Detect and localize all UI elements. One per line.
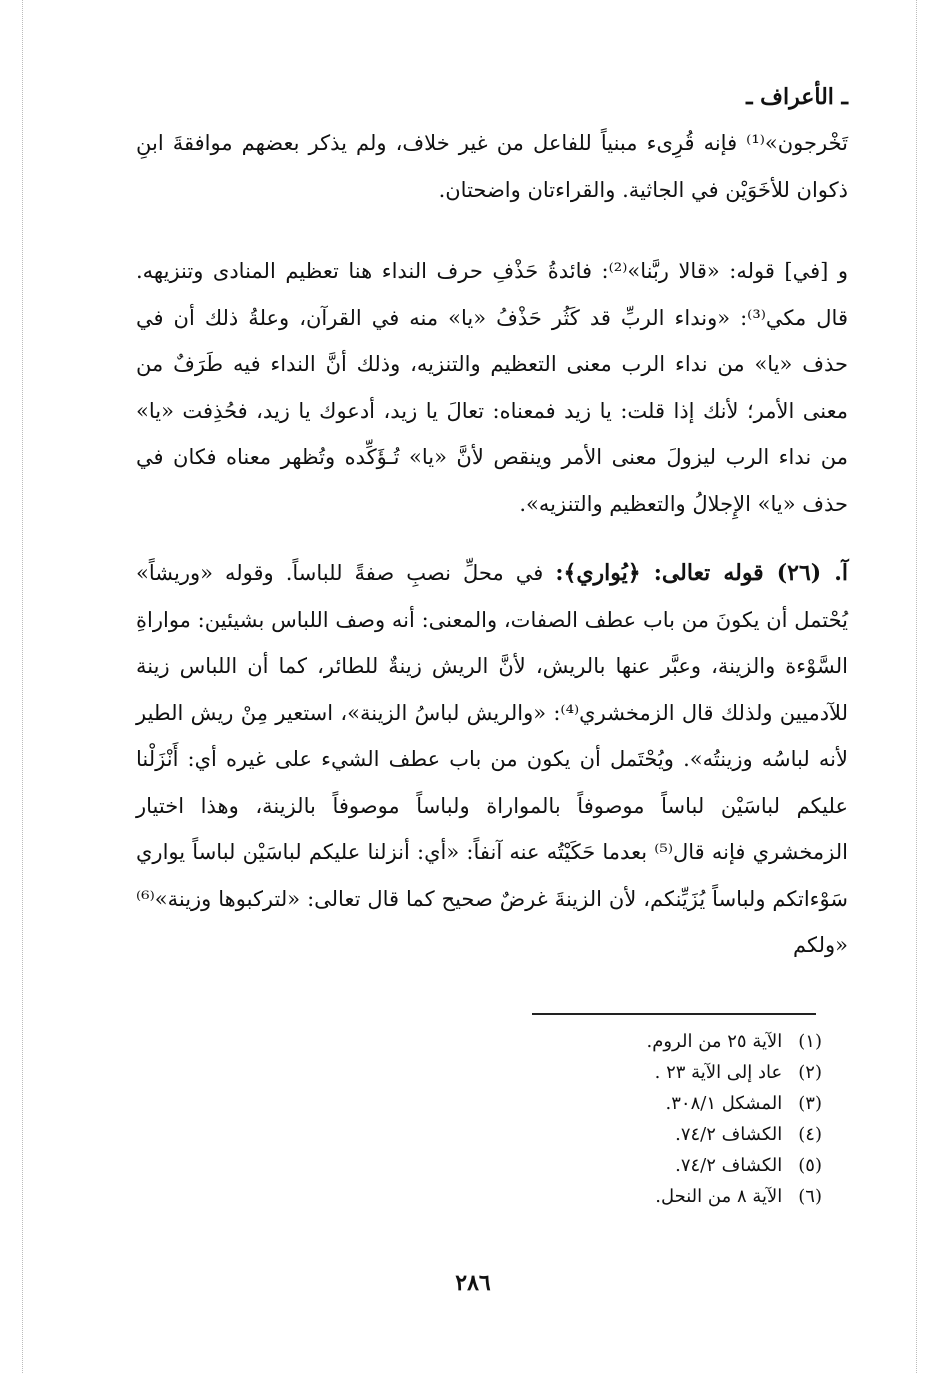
footnote-number: (٥)	[798, 1155, 822, 1176]
running-head: ـ الأعراف ـ	[746, 84, 848, 110]
footnote-number: (٤)	[798, 1124, 822, 1145]
paragraph-3	[136, 550, 848, 969]
footnote-number: (٦)	[798, 1186, 822, 1207]
footnote-number: (٢)	[798, 1062, 822, 1083]
paragraph-1-text: تَخْرجون»⁽¹⁾ فإنه قُرِىء مبنياً للفاعل من غير خلاف، ولم يذكر بعضهم موافقةَ ابنِ ذكوان للأخَوَيْن في الجاثية. والقراءتان واضحتان.	[136, 131, 848, 202]
footnote-item	[322, 1088, 822, 1119]
footnote-list	[322, 1026, 822, 1212]
footnote-text: عاد إلى الآية ٢٣ .	[654, 1062, 783, 1083]
footnote-item	[322, 1026, 822, 1057]
paragraph-2	[136, 248, 848, 527]
footnote-text: الآية ٢٥ من الروم.	[646, 1031, 783, 1052]
scan-edge-left	[22, 0, 23, 1373]
footnote-text: المشكل ٣٠٨/١.	[665, 1093, 783, 1114]
scan-edge-right	[916, 0, 917, 1373]
footnote-item	[322, 1181, 822, 1212]
footnote-item	[322, 1119, 822, 1150]
footnote-item	[322, 1150, 822, 1181]
footnote-text: الكشاف ٧٤/٢.	[675, 1155, 783, 1176]
footnote-number: (١)	[798, 1031, 822, 1052]
page-number: ٢٨٦	[455, 1270, 491, 1296]
footnote-divider	[532, 1013, 816, 1015]
verse-heading: آ. (٢٦) قوله تعالى: ﴿يُواري﴾:	[555, 560, 848, 586]
paragraph-3-body	[136, 550, 848, 969]
paragraph-1	[136, 120, 848, 213]
footnote-number: (٣)	[798, 1093, 822, 1114]
footnote-text: الكشاف ٧٤/٢.	[675, 1124, 783, 1145]
footnote-text: الآية ٨ من النحل.	[655, 1186, 783, 1207]
paragraph-2-text: و [في] قوله: «قالا ربَّنا»⁽²⁾: فائدةُ حَذْفِ حرف النداء هنا تعظيم المنادى وتنزيهه. قال مكي⁽³⁾: «ونداء الربِّ قد كَثُر حَذْفُ «يا» منه في القرآن، وعلةُ ذلك أن في حذف «يا» من نداء الرب معنى التعظيم والتنزيه، وذلك أنَّ النداء فيه طَرَفٌ من معنى الأمر؛ لأنك إذا قلت: يا زيد فمعناه: تعالَ يا زيد، أدعوك يا زيد، فحُذِفت «يا» من نداء الرب ليزولَ معنى الأمر وينقص لأنَّ «يا» تُـؤَكِّده وتُظهر معناه فكان في حذف «يا» الإِجلالُ والتعظيم والتنزيه».	[136, 259, 848, 516]
footnote-item	[322, 1057, 822, 1088]
paragraph-3-text: في محلِّ نصبِ صفةً للباساً. وقوله «وريشاً» يُحْتمل أن يكونَ من باب عطف الصفات، والمعنى: أنه وصف اللباس بشيئين: مواراةِ السَّوْءة والزينة، وعبَّر عنها بالريش، لأنَّ الريش زينةٌ للطائر، كما أن اللباس زينة للآدميين ولذلك قال الزمخشري⁽⁴⁾: «والريش لباسُ الزينة»، استعير مِنْ ريش الطير لأنه لباسُه وزينتُه». ويُحْتَمل أن يكون من باب عطف الشيء على غيره أي: أَنْزَلْنا عليكم لباسَيْن لباساً موصوفاً بالمواراة ولباساً موصوفاً بالزينة، وهذا اختيار الزمخشري فإنه قال⁽⁵⁾ بعدما حَكَيْتُه عنه آنفاً: «أي: أنزلنا عليكم لباسَيْن لباساً يواري سَوْءاتكم ولباساً يُزَيِّنكم، لأن الزينةَ غرضٌ صحيح كما قال تعالى: «لتركبوها وزينة»⁽⁶⁾ «ولكم	[136, 561, 848, 957]
